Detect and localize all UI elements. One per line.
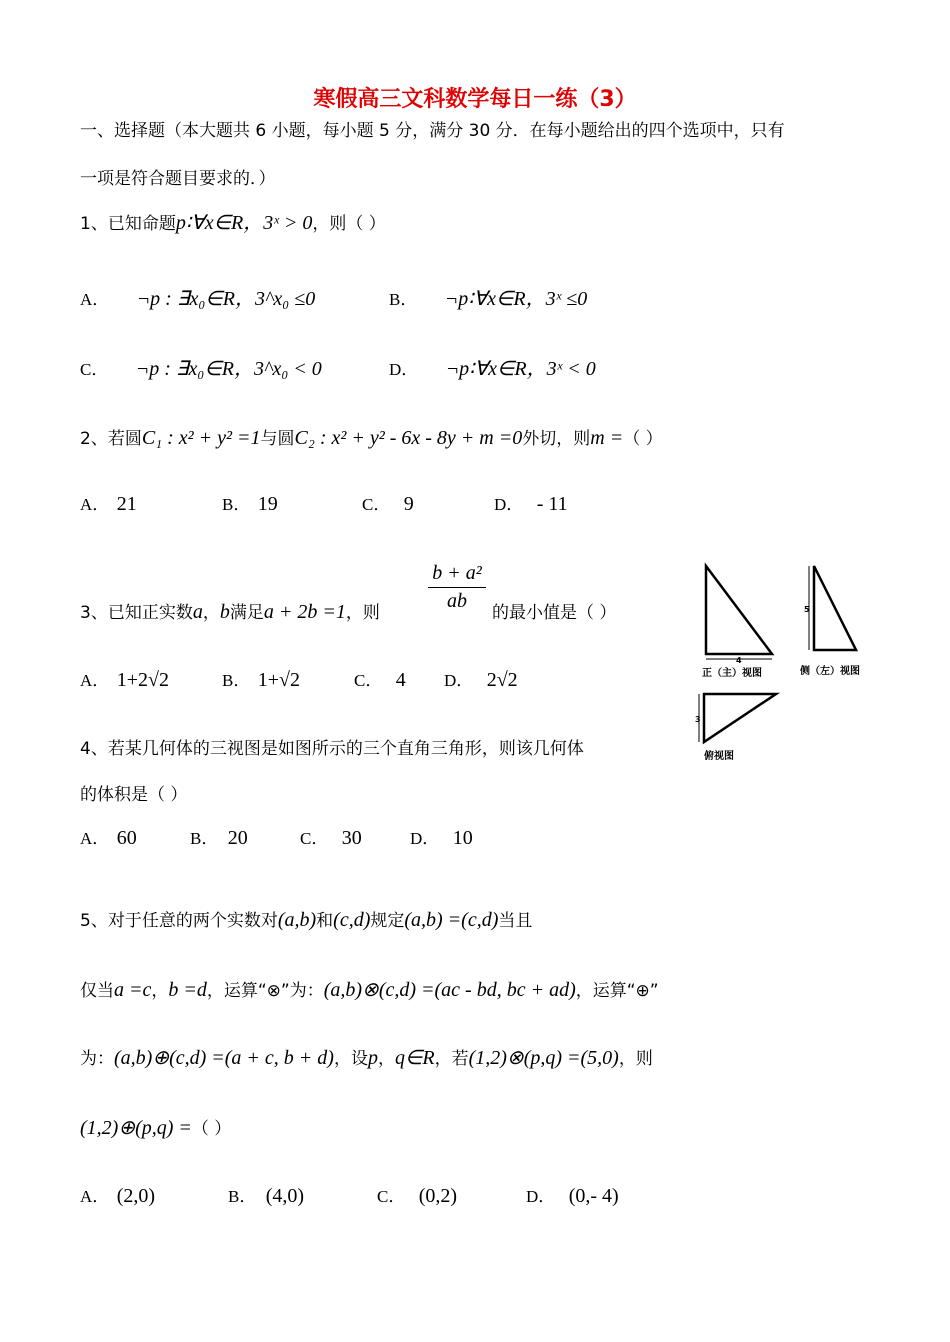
side-view-triangle: [814, 566, 856, 650]
option-label: C．: [377, 1187, 406, 1206]
q5-var-p: p: [367, 1047, 378, 1069]
q5-line-3-prefix: 为：: [80, 1049, 114, 1069]
q5-paren: （ ）: [191, 1119, 232, 1139]
q5-option-b[interactable]: [228, 1182, 304, 1208]
option-label: B．: [228, 1187, 257, 1206]
q3-var-a: a: [192, 601, 203, 623]
q1-option-c[interactable]: [80, 352, 322, 381]
q2-circle-2: C₂ : x² + y² - 6x - 8y + m =0: [294, 427, 523, 449]
q5-var-q: q∈R: [394, 1047, 435, 1069]
option-text: 1+2√2: [116, 669, 169, 691]
q5-pair-ab: (a,b): [277, 909, 317, 931]
option-label: C．: [300, 829, 329, 848]
q5-then: ，则: [618, 1049, 653, 1069]
option-label: C．: [354, 671, 383, 690]
option-label: A．: [80, 290, 110, 309]
option-label: A．: [80, 671, 110, 690]
q4-option-a[interactable]: [80, 824, 137, 850]
front-view: [702, 566, 772, 679]
option-label: D．: [389, 360, 419, 379]
q1-prefix: 1、已知命题: [80, 214, 176, 234]
instructions-line-2: 一项是符合题目要求的．）: [80, 169, 276, 189]
option-text: 4: [395, 669, 406, 691]
option-label: C．: [80, 360, 109, 379]
option-label: D．: [444, 671, 474, 690]
q5-let-text: ，设: [333, 1049, 368, 1069]
q5-line-1-suffix: 当且: [498, 911, 533, 931]
q5-equality: (a,b) =(c,d): [404, 909, 499, 931]
top-dimension: 3: [695, 715, 701, 724]
option-text: 10: [452, 827, 473, 849]
q3-option-a[interactable]: [80, 666, 169, 692]
q2-circle-1: C₁ : x² + y² =1: [141, 427, 261, 449]
top-view-caption: 俯视图: [704, 751, 734, 762]
q4-option-d[interactable]: [410, 824, 473, 850]
q3-then: ，则: [345, 603, 380, 623]
q5-line-2: [80, 976, 659, 1002]
q2-option-d[interactable]: [494, 490, 568, 516]
option-text: ¬p∶∀x∈R，3ˣ ≤0: [444, 288, 588, 310]
option-label: B．: [222, 671, 251, 690]
q5-if-text: ，若: [434, 1049, 469, 1069]
option-text: (0,2): [418, 1185, 458, 1207]
option-label: D．: [526, 1187, 556, 1206]
option-text: 21: [116, 493, 137, 515]
option-label: B．: [389, 290, 418, 309]
q2-suffix: 外切，则: [522, 429, 591, 449]
q5-line-3: [80, 1044, 653, 1070]
q3-condition: a + 2b =1: [263, 601, 346, 623]
q2-prefix: 2、若圆: [80, 429, 142, 449]
option-text: 9: [403, 493, 414, 515]
q5-cond-2: b =d: [168, 979, 207, 1001]
three-view-figure: [690, 556, 880, 770]
front-dimension: 4: [736, 656, 742, 665]
q5-line-2-prefix: 仅当: [80, 981, 114, 1001]
option-text: (2,0): [116, 1185, 156, 1207]
option-label: B．: [222, 495, 251, 514]
q5-op1-text: ，运算“⊗”为：: [206, 981, 324, 1001]
q3-var-b: b: [219, 601, 230, 623]
page-title: 寒假高三文科数学每日一练（3）: [313, 87, 637, 112]
q2-stem: [80, 424, 663, 450]
q2-option-a[interactable]: [80, 490, 137, 516]
q3-suffix: 的最小值是（ ）: [492, 603, 617, 623]
q4-option-c[interactable]: [300, 824, 362, 850]
q3-comma: ，: [202, 603, 220, 623]
q1-option-b[interactable]: [389, 282, 587, 311]
q5-option-d[interactable]: [526, 1182, 619, 1208]
option-text: - 11: [536, 493, 568, 515]
option-label: D．: [494, 495, 524, 514]
front-view-triangle: [706, 566, 772, 654]
q5-option-c[interactable]: [377, 1182, 457, 1208]
q5-ask: (1,2)⊕(p,q) =: [80, 1117, 192, 1139]
q5-op1-definition: (a,b)⊗(c,d) =(ac - bd, bc + ad): [323, 979, 576, 1001]
fraction-bar: [428, 587, 486, 588]
q3-option-c[interactable]: [354, 666, 406, 692]
q5-given: (1,2)⊗(p,q) =(5,0): [468, 1047, 619, 1069]
option-text: 19: [257, 493, 278, 515]
q5-prefix: 5、对于任意的两个实数对: [80, 911, 278, 931]
q3-fraction-denominator: ab: [447, 590, 467, 612]
q4-stem-line-1: 4、若某几何体的三视图是如图所示的三个直角三角形，则该几何体: [80, 739, 584, 759]
q5-line-4: [80, 1114, 231, 1140]
top-view-triangle: [704, 694, 776, 742]
q5-and: 和: [316, 911, 334, 931]
q5-rule: 规定: [370, 911, 405, 931]
q4-stem-line-2: 的体积是（ ）: [80, 785, 188, 805]
option-label: B．: [190, 829, 219, 848]
option-text: 60: [116, 827, 137, 849]
q3-fraction-numerator: b + a²: [432, 562, 482, 584]
q2-paren: （ ）: [623, 429, 663, 449]
option-text: ¬p : ∃x₀∈R，3^x₀ ≤0: [136, 288, 316, 310]
q3-option-b[interactable]: [222, 666, 300, 692]
q5-line-1: [80, 906, 532, 932]
option-label: C．: [362, 495, 391, 514]
option-label: D．: [410, 829, 440, 848]
front-view-caption: 正（主）视图: [702, 668, 762, 679]
q3-fraction: [428, 562, 486, 613]
option-text: 2√2: [486, 669, 518, 691]
q4-option-b[interactable]: [190, 824, 248, 850]
q1-option-a[interactable]: [80, 282, 315, 311]
option-text: ¬p : ∃x₀∈R，3^x₀ < 0: [135, 358, 322, 380]
instructions-line-1: 一、选择题（本大题共 6 小题，每小题 5 分，满分 30 分．在每小题给出的四个选项中，只有: [80, 121, 785, 141]
option-text: ¬p∶∀x∈R，3ˣ < 0: [445, 358, 596, 380]
option-text: 30: [341, 827, 362, 849]
option-label: A．: [80, 495, 110, 514]
q1-stem: [80, 206, 386, 235]
side-view-caption: 侧（左）视图: [800, 666, 860, 677]
q1-option-d[interactable]: [389, 352, 596, 381]
option-text: 20: [227, 827, 248, 849]
q5-op2-definition: (a,b)⊕(c,d) =(a + c, b + d): [114, 1047, 334, 1069]
q5-option-a[interactable]: [80, 1182, 155, 1208]
q2-ask: m =: [590, 427, 624, 449]
q5-comma-2: ，: [377, 1049, 395, 1069]
q5-op2-text: ，运算“⊕”: [575, 981, 659, 1001]
option-text: (0,- 4): [568, 1185, 619, 1207]
q3-cond-text: 满足: [229, 603, 264, 623]
q2-option-b[interactable]: [222, 490, 278, 516]
option-text: (4,0): [265, 1185, 305, 1207]
option-text: 1+√2: [257, 669, 301, 691]
q5-cond-1: a =c: [114, 979, 152, 1001]
option-label: A．: [80, 1187, 110, 1206]
q1-suffix: ，则（ ）: [312, 214, 386, 234]
q3-option-d[interactable]: [444, 666, 518, 692]
q3-prefix: 3、已知正实数: [80, 603, 193, 623]
option-label: A．: [80, 829, 110, 848]
side-view: [799, 566, 860, 677]
q2-middle: 与圆: [260, 429, 295, 449]
q3-stem: [80, 598, 380, 624]
side-dimension: 5: [804, 605, 810, 614]
q2-option-c[interactable]: [362, 490, 414, 516]
top-view: [695, 694, 776, 762]
q5-pair-cd: (c,d): [333, 909, 371, 931]
q5-comma: ，: [151, 981, 169, 1001]
q1-proposition: p∶∀x∈R，3ˣ > 0: [175, 212, 313, 234]
